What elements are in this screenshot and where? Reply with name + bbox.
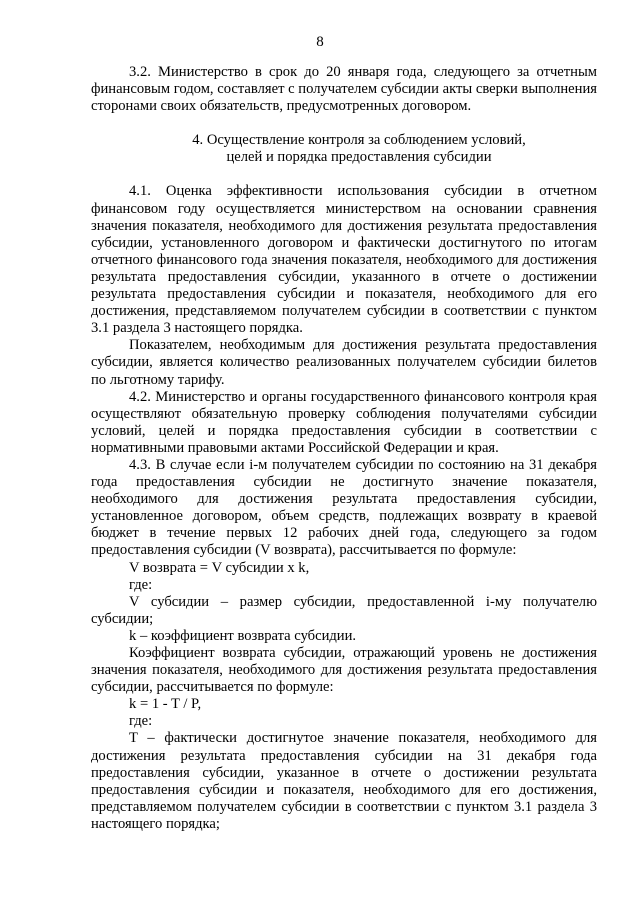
- section-title-line-2: целей и порядка предоставления субсидии: [226, 149, 492, 166]
- paragraph-coefficient: Коэффициент возврата субсидии, отражающий уровень не достижения значения показателя, необходимого для достижения результата предоставления субсидии, рассчитывается по формуле:: [91, 645, 597, 696]
- paragraph-4-1: 4.1. Оценка эффективности использования субсидии в отчетном финансовом году осуществляется министерством на основании сравнения значения показателя, необходимого для достижения результата предоставления субсидии, установленного договором и фактически достигнутого по итогам отчетного финансового года значения показателя, необходимого для достижения результата предоставления субсидии, указанного в отчете о достижении результата предоставления субсидии и показателя, необходимого для его достижения, представляемом получателем субсидии в соответствии с пунктом 3.1 раздела 3 настоящего порядка.: [91, 183, 597, 337]
- section-title: [91, 132, 597, 166]
- formula-v-return: V возврата = V субсидии x k,: [129, 559, 310, 576]
- definition-v-subsidy: V субсидии – размер субсидии, предоставленной i-му получателю субсидии;: [91, 593, 597, 627]
- formula-k: k = 1 - T / P,: [129, 696, 202, 713]
- section-title-line-1: 4. Осуществление контроля за соблюдением условий,: [192, 132, 526, 149]
- where-label-1: где:: [129, 576, 153, 593]
- definition-k: k – коэффициент возврата субсидии.: [129, 627, 357, 644]
- where-label-2: где:: [129, 713, 153, 730]
- paragraph-4-3: 4.3. В случае если i-м получателем субсидии по состоянию на 31 декабря года предоставления субсидии не достигнуто значение показателя, необходимого для достижения результата предоставления субсидии, установленное договором, объем средств, подлежащих возврату в краевой бюджет в течение первых 12 рабочих дней года, следующего за годом предоставления субсидии (V возврата), рассчитывается по формуле:: [91, 456, 597, 559]
- page-number: 8: [316, 34, 324, 50]
- paragraph-3-2: 3.2. Министерство в срок до 20 января года, следующего за отчетным финансовым годом, составляет с получателем субсидии акты сверки выполнения сторонами своих обязательств, предусмотренных договором.: [91, 64, 597, 115]
- paragraph-indicator: Показателем, необходимым для достижения результата предоставления субсидии, является количество реализованных получателем субсидии билетов по льготному тарифу.: [91, 337, 597, 388]
- definition-t: T – фактически достигнутое значение показателя, необходимого для достижения результата предоставления субсидии на 31 декабря года предоставления субсидии, указанное в отчете о достижении результата предоставления субсидии и показателя, необходимого для его достижения, представляемом получателем субсидии в соответствии с пунктом 3.1 раздела 3 настоящего порядка;: [91, 730, 597, 832]
- paragraph-4-2: 4.2. Министерство и органы государственного финансового контроля края осуществляют обязательную проверку соблюдения получателями субсидии условий, целей и порядка предоставления субсидии в соответствии с нормативными правовыми актами Российской Федерации и края.: [91, 388, 597, 456]
- document-body: [91, 64, 597, 833]
